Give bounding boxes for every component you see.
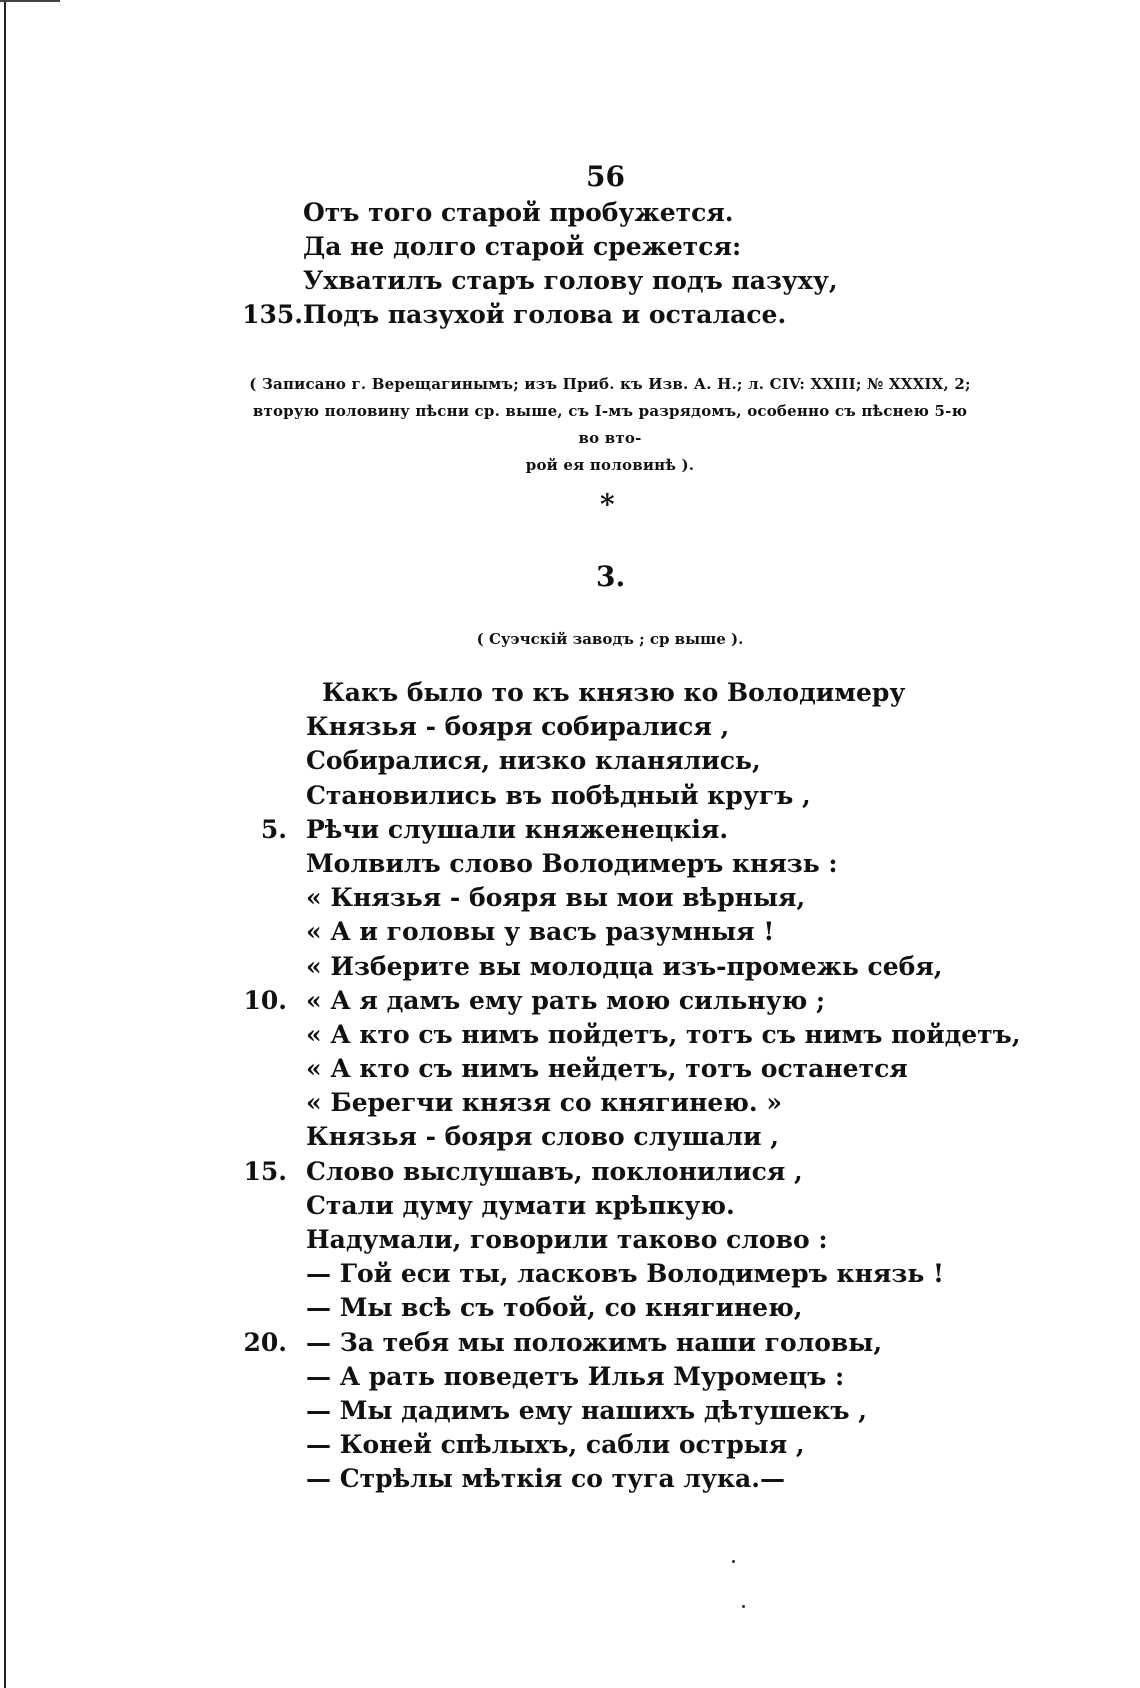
note-line: рой ея половинѣ ).: [525, 456, 695, 474]
poem-line: [0, 1464, 1000, 1498]
poem-line: [0, 746, 1000, 780]
poem-text: Князья - бояря собиралися ,: [306, 712, 730, 742]
poem-text: — Мы всѣ съ тобой, со княгинею,: [306, 1293, 803, 1323]
poem-text: — Гой еси ты, ласковъ Володимеръ князь !: [306, 1259, 944, 1289]
source-note: ( Суэчскій заводъ ; ср выше ).: [476, 630, 744, 648]
line-number: 135.: [242, 300, 303, 329]
poem-text: Стали думу думати крѣпкую.: [306, 1190, 735, 1220]
editorial-note: [240, 371, 980, 479]
poem-text: « Берегчи князя со княгинею. »: [306, 1088, 782, 1118]
line-number: 10.: [243, 985, 287, 1015]
poem-line: [0, 712, 1000, 746]
line-number: 20.: [243, 1327, 287, 1357]
poem-line: [0, 1430, 1000, 1464]
poem-text: Собиралися, низко кланялись,: [306, 746, 761, 776]
poem-text: Молвилъ слово Володимеръ князь :: [306, 848, 838, 878]
poem-text: — Стрѣлы мѣткія со туга лука.—: [306, 1464, 785, 1494]
poem-line: [0, 1328, 1000, 1362]
poem-line: [0, 1191, 1000, 1225]
scan-speck: [732, 1560, 735, 1563]
poem-line: [0, 1157, 1000, 1191]
poem-line: [0, 1396, 1000, 1430]
poem-text: « А кто съ нимъ пойдетъ, тотъ съ нимъ пойдетъ,: [306, 1019, 1021, 1049]
poem-block: [0, 678, 1021, 1499]
poem-line: [0, 849, 1000, 883]
line-number: 5.: [260, 814, 287, 844]
poem-line: [0, 1293, 1000, 1327]
poem-line: [0, 883, 1000, 917]
poem-line: [0, 1362, 1000, 1396]
scan-top-edge: [0, 0, 60, 2]
poem-text: « А я дамъ ему рать мою сильную ;: [306, 985, 826, 1015]
poem-line: [0, 917, 1000, 951]
poem-text: — Мы дадимъ ему нашихъ дѣтушекъ ,: [306, 1395, 867, 1425]
verse-text: Да не долго старой срежется:: [303, 232, 742, 261]
poem-text: Становились въ побѣдный кругъ ,: [306, 780, 811, 810]
poem-text: « Князья - бояря вы мои вѣрныя,: [306, 883, 806, 913]
poem-text: « А и головы у васъ разумныя !: [306, 917, 775, 947]
poem-line: [0, 781, 1000, 815]
poem-line: [0, 1259, 1000, 1293]
poem-text: Князья - бояря слово слушали ,: [306, 1122, 779, 1152]
poem-text: « Изберите вы молодца изъ-промежь себя,: [306, 951, 943, 981]
line-number: 15.: [243, 1156, 287, 1186]
verse-text: Отъ того старой пробужется.: [303, 198, 734, 227]
poem-text: Какъ было то къ князю ко Володимеру: [322, 678, 906, 707]
section-divider-asterisk: *: [600, 488, 615, 521]
poem-text: « А кто съ нимъ нейдетъ, тотъ останется: [306, 1054, 908, 1084]
section-number: 3.: [596, 560, 626, 593]
poem-line: [0, 986, 1000, 1020]
poem-line: [0, 1054, 1000, 1088]
poem-text: Надумали, говорили таково слово :: [306, 1225, 828, 1254]
poem-line: [0, 678, 1000, 712]
verse-text: Подъ пазухой голова и осталасе.: [303, 300, 787, 329]
poem-text: — За тебя мы положимъ наши головы,: [306, 1327, 883, 1357]
verse-text: Ухватилъ старъ голову подъ пазуху,: [303, 266, 838, 295]
note-line: ( Записано г. Верещагинымъ; изъ Приб. къ Изв. А. Н.; л. CIV: XXIII; № XXXIX, 2;: [249, 375, 971, 393]
poem-line: [0, 1122, 1000, 1156]
poem-line: [0, 1225, 1000, 1259]
poem-text: Слово выслушавъ, поклонилися ,: [306, 1156, 803, 1186]
poem-line: [0, 1088, 1000, 1122]
poem-line: [0, 952, 1000, 986]
poem-text: Рѣчи слушали княженецкія.: [306, 814, 729, 844]
poem-line: [0, 815, 1000, 849]
poem-line: [0, 1019, 1021, 1054]
poem-text: — А рать поведетъ Илья Муромецъ :: [306, 1361, 845, 1391]
note-line: вторую половину пѣсни ср. выше, съ I-мъ разрядомъ, особенно съ пѣснею 5-ю во вто-: [252, 402, 968, 447]
poem-text: — Коней спѣлыхъ, сабли острыя ,: [306, 1430, 805, 1460]
scan-speck: [742, 1605, 745, 1608]
page-number: 56: [586, 160, 625, 193]
